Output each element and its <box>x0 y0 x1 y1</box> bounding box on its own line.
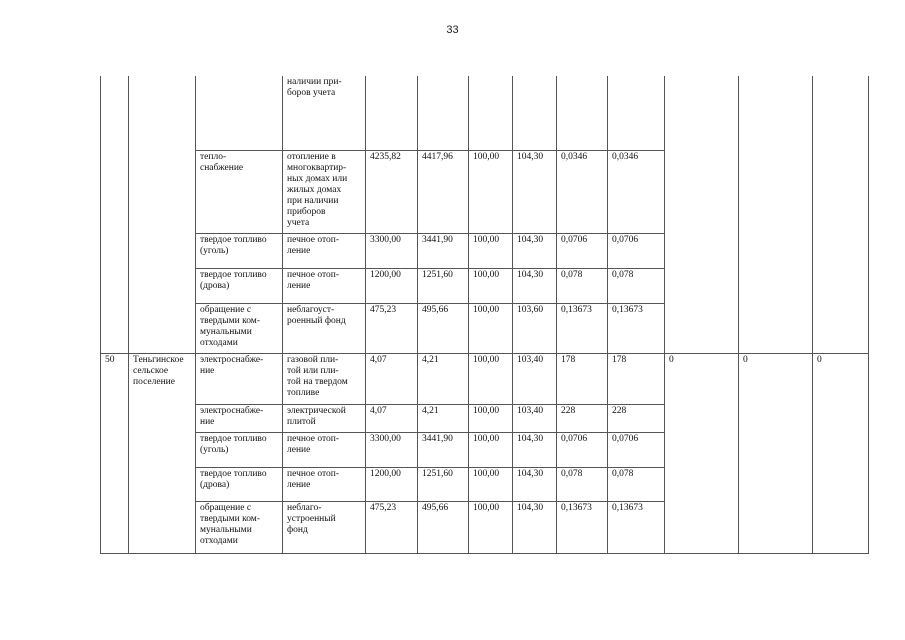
extra-cell-2: 0 <box>739 353 813 553</box>
value-cell-5: 178 <box>557 353 608 404</box>
value-cell-6: 0,078 <box>608 467 665 501</box>
direction-cell: неблагоуст- роенный фонд <box>283 303 366 353</box>
resource-cell: электроснабже- ние <box>196 404 283 432</box>
value-cell-5: 0,13673 <box>557 501 608 553</box>
value-cell-1: 3300,00 <box>366 233 418 268</box>
direction-cell: отопление в многоквартир- ных домах или жилых домах при наличии приборов учета <box>283 150 366 233</box>
value-cell-2: 3441,90 <box>418 233 469 268</box>
value-cell-3: 100,00 <box>469 303 513 353</box>
value-cell-1: 475,23 <box>366 303 418 353</box>
value-cell-6: 0,0346 <box>608 150 665 233</box>
direction-cell: печное отоп- ление <box>283 467 366 501</box>
value-cell-3: 100,00 <box>469 501 513 553</box>
value-cell-1: 3300,00 <box>366 432 418 467</box>
value-cell-6 <box>608 76 665 150</box>
value-cell-5: 0,13673 <box>557 303 608 353</box>
value-cell-2: 495,66 <box>418 303 469 353</box>
extra-cell-2 <box>739 76 813 353</box>
value-cell-3: 100,00 <box>469 432 513 467</box>
extra-cell-1: 0 <box>665 353 739 553</box>
resource-cell <box>196 76 283 150</box>
value-cell-2 <box>418 76 469 150</box>
value-cell-5: 0,0706 <box>557 233 608 268</box>
value-cell-1 <box>366 76 418 150</box>
number-cell <box>101 76 129 353</box>
extra-cell-1 <box>665 76 739 353</box>
value-cell-6: 0,078 <box>608 268 665 303</box>
value-cell-3: 100,00 <box>469 353 513 404</box>
table-row <box>101 76 869 150</box>
value-cell-2: 1251,60 <box>418 268 469 303</box>
direction-cell: печное отоп- ление <box>283 268 366 303</box>
value-cell-1: 1200,00 <box>366 268 418 303</box>
value-cell-1: 1200,00 <box>366 467 418 501</box>
resource-cell: тепло- снабжение <box>196 150 283 233</box>
resource-cell: обращение с твердыми ком- мунальными отходами <box>196 303 283 353</box>
value-cell-5: 228 <box>557 404 608 432</box>
value-cell-2: 4,21 <box>418 404 469 432</box>
value-cell-2: 1251,60 <box>418 467 469 501</box>
value-cell-4: 103,60 <box>513 303 557 353</box>
tariff-table <box>100 76 869 554</box>
resource-cell: электроснабже- ние <box>196 353 283 404</box>
value-cell-5: 0,078 <box>557 467 608 501</box>
value-cell-5: 0,0346 <box>557 150 608 233</box>
value-cell-2: 4,21 <box>418 353 469 404</box>
value-cell-4 <box>513 76 557 150</box>
page-number: 33 <box>446 24 459 36</box>
value-cell-4: 104,30 <box>513 432 557 467</box>
value-cell-6: 178 <box>608 353 665 404</box>
extra-cell-3: 0 <box>813 353 869 553</box>
resource-cell: твердое топливо (дрова) <box>196 268 283 303</box>
table-row <box>101 353 869 404</box>
value-cell-4: 104,30 <box>513 233 557 268</box>
value-cell-6: 0,13673 <box>608 501 665 553</box>
value-cell-5 <box>557 76 608 150</box>
number-cell: 50 <box>101 353 129 553</box>
resource-cell: твердое топливо (дрова) <box>196 467 283 501</box>
extra-cell-3 <box>813 76 869 353</box>
value-cell-3: 100,00 <box>469 404 513 432</box>
value-cell-1: 4,07 <box>366 353 418 404</box>
value-cell-5: 0,0706 <box>557 432 608 467</box>
value-cell-2: 3441,90 <box>418 432 469 467</box>
direction-cell: неблаго- устроенный фонд <box>283 501 366 553</box>
value-cell-2: 4417,96 <box>418 150 469 233</box>
value-cell-4: 104,30 <box>513 467 557 501</box>
value-cell-1: 4,07 <box>366 404 418 432</box>
value-cell-6: 0,0706 <box>608 233 665 268</box>
value-cell-6: 0,0706 <box>608 432 665 467</box>
value-cell-4: 103,40 <box>513 404 557 432</box>
resource-cell: твердое топливо (уголь) <box>196 432 283 467</box>
direction-cell: печное отоп- ление <box>283 233 366 268</box>
value-cell-3: 100,00 <box>469 233 513 268</box>
value-cell-4: 104,30 <box>513 150 557 233</box>
value-cell-5: 0,078 <box>557 268 608 303</box>
resource-cell: обращение с твердыми ком- мунальными отходами <box>196 501 283 553</box>
value-cell-3: 100,00 <box>469 467 513 501</box>
value-cell-4: 103,40 <box>513 353 557 404</box>
value-cell-4: 104,30 <box>513 268 557 303</box>
direction-cell: электрической плитой <box>283 404 366 432</box>
value-cell-1: 475,23 <box>366 501 418 553</box>
settlement-cell <box>129 76 196 353</box>
value-cell-6: 228 <box>608 404 665 432</box>
value-cell-3: 100,00 <box>469 268 513 303</box>
settlement-cell: Теньгинское сельское поселение <box>129 353 196 553</box>
value-cell-3 <box>469 76 513 150</box>
value-cell-3: 100,00 <box>469 150 513 233</box>
value-cell-1: 4235,82 <box>366 150 418 233</box>
direction-cell: наличии при- боров учета <box>283 76 366 150</box>
value-cell-6: 0,13673 <box>608 303 665 353</box>
value-cell-4: 104,30 <box>513 501 557 553</box>
value-cell-2: 495,66 <box>418 501 469 553</box>
direction-cell: газовой пли- той или пли- той на твердом топливе <box>283 353 366 404</box>
resource-cell: твердое топливо (уголь) <box>196 233 283 268</box>
direction-cell: печное отоп- ление <box>283 432 366 467</box>
